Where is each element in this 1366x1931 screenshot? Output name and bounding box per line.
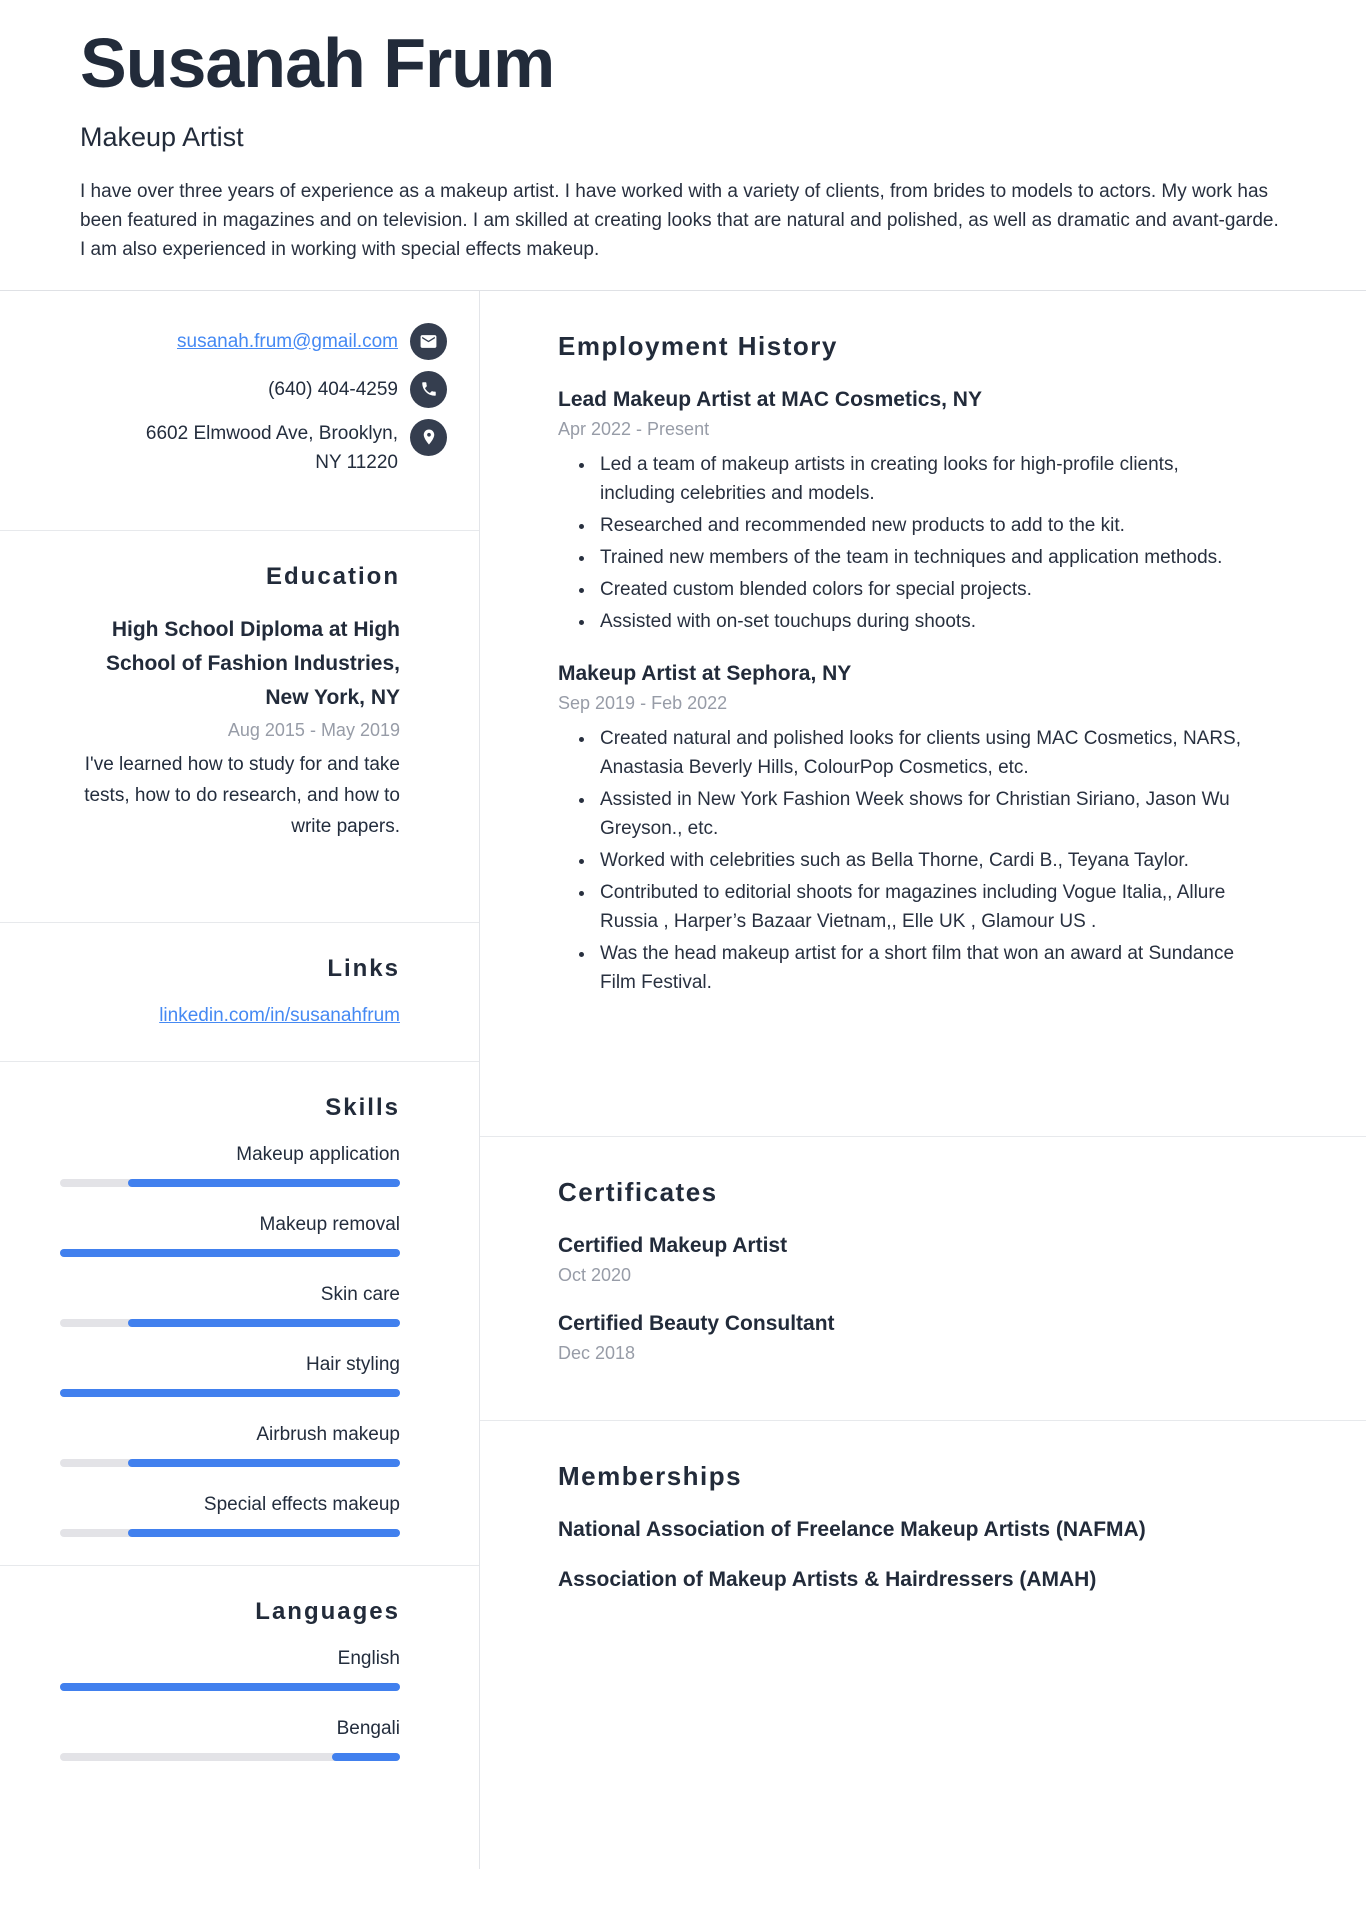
membership-entry: National Association of Freelance Makeup Artists (NAFMA) [558, 1517, 1146, 1541]
certificate-entry [558, 1312, 1286, 1364]
address-line-1: 6602 Elmwood Ave, Brooklyn, [145, 422, 398, 444]
skill-item [60, 1144, 400, 1187]
skill-progress-fill [60, 1249, 400, 1257]
contact-row-phone [60, 371, 447, 408]
job-entry [558, 662, 1286, 997]
language-progress-fill [60, 1683, 400, 1691]
job-date-range: Sep 2019 - Feb 2022 [558, 692, 728, 713]
skill-label: Makeup application [236, 1143, 400, 1165]
job-date-range: Apr 2022 - Present [558, 418, 710, 439]
languages-heading: Languages [255, 1597, 400, 1625]
certificate-entry [558, 1234, 1286, 1286]
main-column [480, 291, 1366, 1869]
education-heading: Education [265, 562, 400, 590]
location-pin-icon [410, 419, 447, 456]
skill-progress-bar [60, 1319, 400, 1327]
language-label: Bengali [336, 1717, 400, 1739]
job-bullet-list [558, 450, 1286, 636]
phone-icon [410, 371, 447, 408]
job-bullet: • Led a team of makeup artists in creating looks for high-profile clients, including celebrities and models. [596, 450, 1256, 508]
education-degree: High School Diploma at High School of Fashion Industries, New York, NY [105, 617, 400, 709]
skill-label: Hair styling [306, 1353, 400, 1375]
phone-number: (640) 404-4259 [268, 378, 398, 400]
certificate-date: Dec 2018 [558, 1342, 636, 1363]
email-link[interactable]: susanah.frum@gmail.com [177, 330, 398, 352]
postal-address [146, 419, 398, 477]
employment-history-heading: Employment History [558, 330, 838, 361]
skill-progress-fill [128, 1179, 400, 1187]
certificates-section [480, 1137, 1366, 1421]
job-bullet: • Worked with celebrities such as Bella Thorne, Cardi B., Teyana Taylor. [596, 846, 1256, 875]
job-bullet: • Created natural and polished looks for clients using MAC Cosmetics, NARS, Anastasia Beverly Hills, ColourPop Cosmetics, etc. [596, 724, 1256, 782]
job-role-subtitle: Makeup Artist [80, 121, 244, 152]
skill-label: Special effects makeup [203, 1493, 400, 1515]
skill-progress-bar [60, 1179, 400, 1187]
job-title: Lead Makeup Artist at MAC Cosmetics, NY [558, 387, 982, 411]
contact-row-address [60, 419, 447, 477]
skill-item [60, 1354, 400, 1397]
languages-section [0, 1566, 479, 1789]
language-label: English [337, 1647, 400, 1669]
links-section [0, 923, 479, 1062]
skills-heading: Skills [325, 1093, 400, 1121]
job-bullet: • Trained new members of the team in techniques and application methods. [596, 543, 1256, 572]
job-bullet: • Researched and recommended new products to add to the kit. [596, 511, 1256, 540]
certificate-title: Certified Beauty Consultant [558, 1311, 835, 1335]
skill-item [60, 1214, 400, 1257]
skill-progress-fill [60, 1389, 400, 1397]
address-line-2: NY 11220 [315, 451, 398, 473]
skill-progress-bar [60, 1459, 400, 1467]
profile-summary: I have over three years of experience as a makeup artist. I have worked with a variety of clients, from brides to models to actors. My work has been featured in magazines and on television. I am skilled at creating looks that are natural and polished, as well as dramatic and avant-garde. I am also experienced in working with special effects makeup. [80, 180, 1279, 260]
skill-label: Airbrush makeup [256, 1423, 400, 1445]
certificates-heading: Certificates [558, 1176, 718, 1207]
certificate-title: Certified Makeup Artist [558, 1233, 788, 1257]
skill-item [60, 1494, 400, 1537]
skill-progress-bar [60, 1529, 400, 1537]
job-entry [558, 388, 1286, 636]
job-bullet: • Contributed to editorial shoots for magazines including Vogue Italia,, Allure Russia , Harper’s Bazaar Vietnam,, Elle UK , Glamour US . [596, 878, 1256, 936]
skill-progress-fill [128, 1319, 400, 1327]
skill-item [60, 1424, 400, 1467]
language-item [60, 1648, 400, 1691]
education-section [0, 531, 479, 923]
resume-header [0, 0, 1366, 291]
language-progress-bar [60, 1753, 400, 1761]
skill-progress-bar [60, 1389, 400, 1397]
education-description: I've learned how to study for and take tests, how to do research, and how to write papers. [84, 753, 400, 837]
envelope-icon [410, 323, 447, 360]
skill-progress-fill [128, 1529, 400, 1537]
certificate-date: Oct 2020 [558, 1264, 632, 1285]
contact-row-email [60, 323, 447, 360]
skill-progress-bar [60, 1249, 400, 1257]
job-bullet: • Assisted with on-set touchups during shoots. [596, 607, 1256, 636]
linkedin-link[interactable]: linkedin.com/in/susanahfrum [159, 1004, 400, 1026]
links-heading: Links [327, 954, 400, 982]
memberships-heading: Memberships [558, 1460, 743, 1491]
language-item [60, 1718, 400, 1761]
job-bullet: • Assisted in New York Fashion Week shows for Christian Siriano, Jason Wu Greyson., etc. [596, 785, 1256, 843]
language-progress-fill [332, 1753, 400, 1761]
skill-item [60, 1284, 400, 1327]
person-name: Susanah Frum [80, 24, 555, 102]
skill-progress-fill [128, 1459, 400, 1467]
body-columns [0, 291, 1366, 1869]
education-date: Aug 2015 - May 2019 [227, 719, 400, 740]
job-bullet-list [558, 724, 1286, 997]
skill-label: Skin care [320, 1283, 400, 1305]
memberships-section [480, 1421, 1366, 1648]
job-bullet: • Was the head makeup artist for a short film that won an award at Sundance Film Festival. [596, 939, 1256, 997]
job-bullet: • Created custom blended colors for special projects. [596, 575, 1256, 604]
contact-section [0, 291, 479, 531]
language-progress-bar [60, 1683, 400, 1691]
job-title: Makeup Artist at Sephora, NY [558, 661, 852, 685]
membership-entry: Association of Makeup Artists & Hairdressers (AMAH) [558, 1567, 1097, 1591]
employment-history-section [480, 291, 1366, 1137]
sidebar [0, 291, 480, 1869]
skills-section [0, 1062, 479, 1566]
skill-label: Makeup removal [259, 1213, 400, 1235]
